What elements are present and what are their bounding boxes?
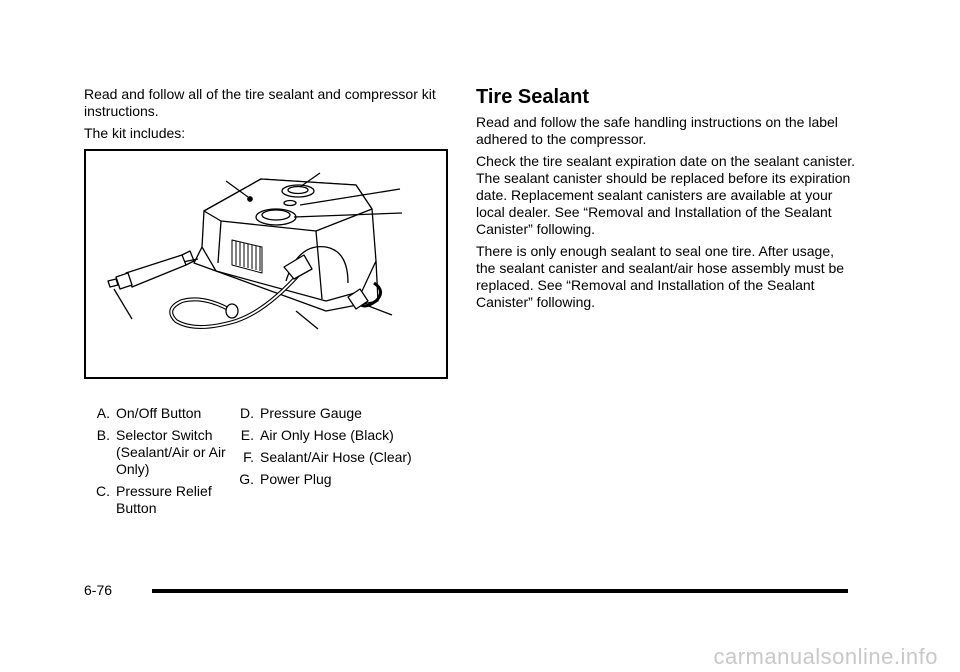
legend-item: A. On/Off Button xyxy=(96,405,202,421)
footer-rule xyxy=(152,589,848,593)
intro-paragraph: Read and follow all of the tire sealant and compressor kit instructions. xyxy=(84,86,436,119)
legend-item: D. Pressure Gauge xyxy=(240,405,362,421)
kit-includes-label: The kit includes: xyxy=(84,125,186,141)
compressor-kit-drawing xyxy=(86,151,446,377)
legend-right-column xyxy=(228,405,450,493)
legend-item: C. Pressure Relief Button xyxy=(96,483,212,516)
legend-item: B. Selector Switch (Sealant/Air or Air Only) xyxy=(96,427,226,477)
body-paragraph: Check the tire sealant expiration date on the sealant canister. The sealant canister should be replaced before its expiration date. Replacement sealant canisters are available at your local dealer. See “Removal and Installation of the Sealant Canister” following. xyxy=(476,153,856,237)
compressor-kit-illustration xyxy=(84,149,448,379)
watermark: carmanualsonline.info xyxy=(713,644,938,669)
section-heading: Tire Sealant xyxy=(476,86,590,108)
body-paragraph: There is only enough sealant to seal one tire. After usage, the sealant canister and sealant/air hose assembly must be replaced. See “Removal and Installation of the Sealant Canister” following. xyxy=(476,243,845,310)
legend-item: F. Sealant/Air Hose (Clear) xyxy=(243,449,412,465)
page-number: 6-76 xyxy=(84,582,113,598)
legend-item: G. Power Plug xyxy=(239,471,332,487)
legend-left-column xyxy=(84,405,236,522)
body-paragraph: Read and follow the safe handling instructions on the label adhered to the compressor. xyxy=(476,114,838,147)
legend-item: E. Air Only Hose (Black) xyxy=(240,427,394,443)
